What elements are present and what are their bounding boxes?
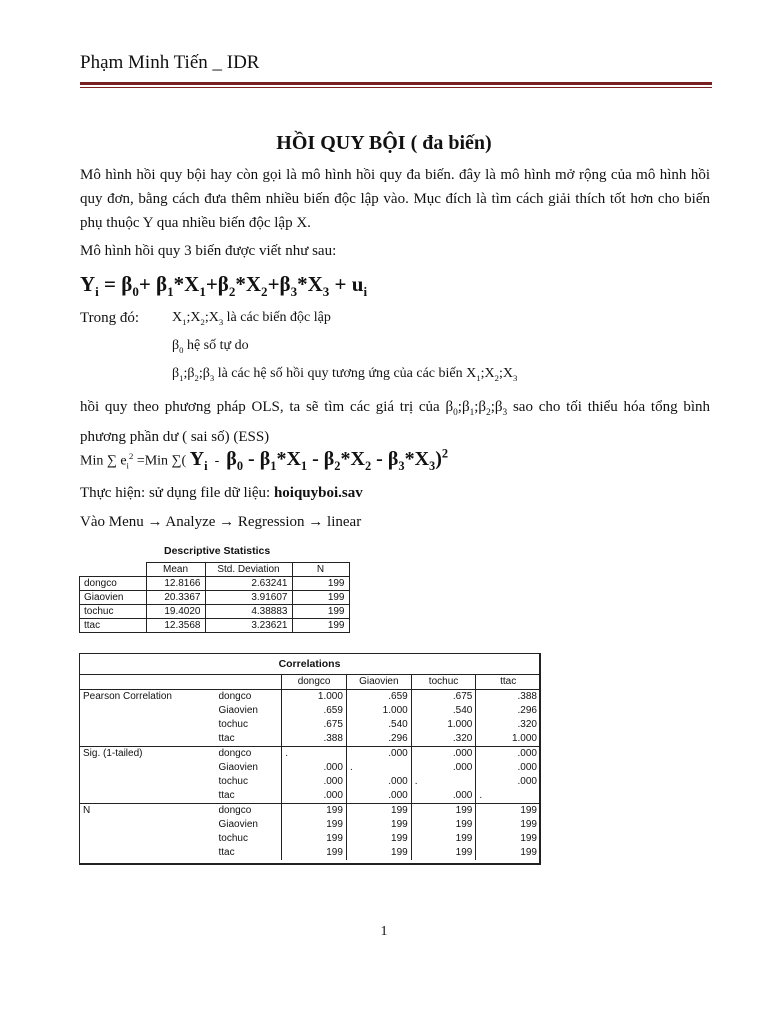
- table-row: Giaovien .659 1.000 .540 .296: [80, 704, 540, 718]
- table-row: Giaovien 20.3367 3.91607 199: [80, 591, 350, 605]
- trong-do-label: Trong đó:: [80, 310, 140, 326]
- descriptive-title: Descriptive Statistics: [164, 545, 271, 557]
- table-row: ttac .000 .000 .000 .: [80, 789, 540, 804]
- intro-paragraph: Mô hình hồi quy bội hay còn gọi là mô hình hồi quy đa biến. đây là mô hình mở rộng của mô hình hồi quy đơn, bằng cách đưa thêm nhiều biến độc lập vào. Mục đích là tìm cách giải thích tốt hơn cho biến phụ thuộc Y qua nhiều biến độc lập X.: [80, 167, 710, 231]
- table-row: Sig. (1-tailed) dongco . .000 .000 .000: [80, 747, 540, 762]
- corr-header: tochuc: [411, 675, 476, 690]
- menu-path: Vào Menu → Analyze → Regression → linear: [80, 514, 362, 530]
- definition-independent-vars: $X_1;X_2;X_3$ là các biến độc lập: [172, 310, 331, 327]
- ols-paragraph: hồi quy theo phương pháp OLS, ta sẽ tìm các giá trị của $\beta_0;\beta_1;\beta_2;\beta_3$ sao cho tối thiểu hóa tổng bình phương phần dư ( sai số) (ESS): [80, 399, 710, 445]
- corr-header: Giaovien: [346, 675, 411, 690]
- corr-header: dongco: [282, 675, 347, 690]
- correlations-title: Correlations: [278, 658, 341, 670]
- definition-coefficients: $\beta_1;\beta_2;\beta_3$ là các hệ số hồi quy tương ứng của các biến $X_1;X_2;X_3$: [172, 366, 518, 383]
- page-number: 1: [380, 924, 388, 939]
- regression-formula: $Y_i = \beta_0+ \beta_1*X_1+\beta_2*X_2+\beta_3*X_3 + u_i$: [80, 272, 368, 300]
- table-row: dongco 12.8166 2.63241 199: [80, 577, 350, 591]
- correlations-grid: [80, 674, 540, 860]
- table-row: Giaovien 199 199 199 199: [80, 818, 540, 832]
- model-intro: Mô hình hồi quy 3 biến được viết như sau:: [80, 243, 337, 259]
- table-row: tochuc 199 199 199 199: [80, 832, 540, 846]
- table-row: tochuc 19.4020 4.38883 199: [80, 605, 350, 619]
- definition-intercept: $\beta_0$ hệ số tự do: [172, 338, 249, 355]
- header-rule-thin: [80, 87, 712, 88]
- desc-header: Mean: [146, 563, 205, 577]
- document-title: HỒI QUY BỘI ( đa biến): [276, 132, 492, 154]
- correlations-table: [79, 653, 541, 865]
- corr-header: ttac: [476, 675, 540, 690]
- desc-header: N: [292, 563, 349, 577]
- data-file-line: Thực hiện: sử dụng file dữ liệu: hoiquyboi.sav: [80, 485, 363, 501]
- minimization-formula: Min ∑ $e_i^2 =Min$ ∑( $Y_i - \beta_0 - \beta_1*X_1 - \beta_2*X_2 - \beta_3*X_3)^2$: [80, 446, 449, 473]
- table-row: tochuc .000 .000 . .000: [80, 775, 540, 789]
- table-row: tochuc .675 .540 1.000 .320: [80, 718, 540, 732]
- table-row: N dongco 199 199 199 199: [80, 804, 540, 819]
- table-row: ttac 199 199 199 199: [80, 846, 540, 860]
- desc-header: Std. Deviation: [205, 563, 292, 577]
- page-header: Phạm Minh Tiến _ IDR: [80, 52, 260, 73]
- header-rule-thick: [80, 82, 712, 85]
- table-row: ttac .388 .296 .320 1.000: [80, 732, 540, 747]
- table-row: Giaovien .000 . .000 .000: [80, 761, 540, 775]
- table-row: Pearson Correlation dongco 1.000 .659 .675 .388: [80, 690, 540, 705]
- table-row: ttac 12.3568 3.23621 199: [80, 619, 350, 633]
- descriptive-table: [79, 562, 350, 633]
- data-file-name: hoiquyboi.sav: [273, 485, 363, 501]
